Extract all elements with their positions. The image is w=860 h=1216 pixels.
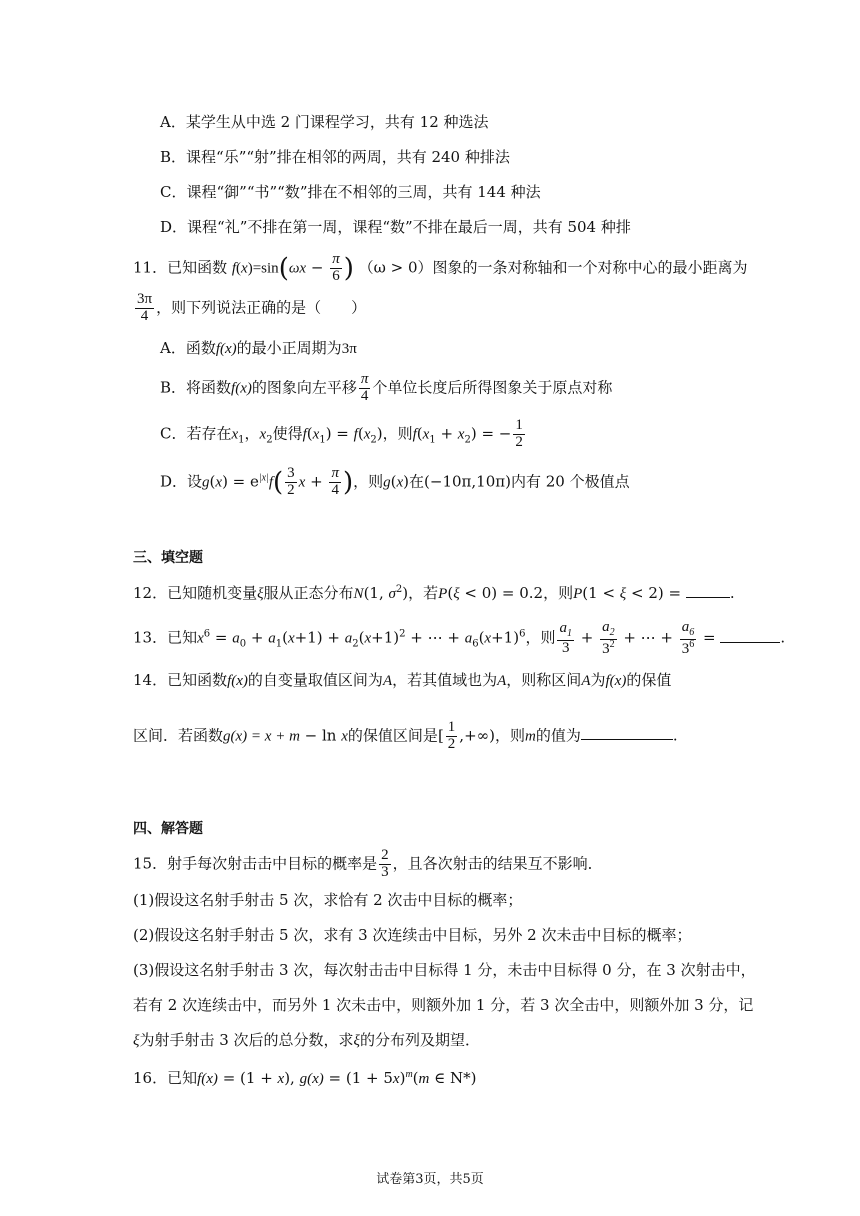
q14-line2: 区间．若函数g(x) = x + m − ln x的保值区间是[ $\frac{1}{2}$ ,+∞)，则m的值为 . — [133, 719, 678, 752]
q15-part3-line2: 若有 2 次连续击中，而另外 1 次未击中，则额外加 1 分，若 3 次全击中，则额外加 3 分，记 — [133, 996, 754, 1014]
q11-function: f — [231, 260, 237, 277]
q12: 12．已知随机变量ξ服从正态分布N(1, $\sigma^2$)，若P(ξ < 0) = 0.2，则P(1 < ξ < 2) = . — [133, 584, 735, 602]
q10-option-b: B．课程“乐”“射”排在相邻的两周，共有 240 种排法 — [160, 148, 510, 166]
q14-line1-e: 为 — [590, 671, 606, 689]
q12-then: ，则 — [543, 584, 574, 602]
q11-option-a-value: 3π — [341, 341, 357, 357]
q11-option-b-label: B．将函数 — [160, 378, 232, 397]
q11-stem-tail: 图象的一条对称轴和一个对称中心的最小距离为 — [432, 258, 748, 277]
q11-option-a-tail: 的最小正周期为 — [236, 339, 342, 357]
q15-part3-c: 为射手射击 3 次后的总分数，求 — [139, 1031, 354, 1049]
q16: 16．已知f(x) = (1 + x), $g(x) = (1 + 5x)^m(m$ ∈ N*) — [133, 1069, 477, 1087]
q11-option-b-mid: 的图象向左平移 — [251, 378, 357, 397]
q13-then: ，则 — [525, 628, 556, 647]
q14-line2-d: 的值为 — [535, 726, 581, 745]
q11-option-a: A．函数f(x)的最小正周期为3π — [160, 339, 357, 357]
q11-distance-fraction: $\frac{3\pi}{4}$ — [137, 291, 153, 324]
q11-stem-line2 — [133, 292, 366, 325]
q15-part3-line1: (3)假设这名射手射击 3 次，每次射击击中目标得 1 分，未击中目标得 0 分，在 3 次射击中， — [133, 961, 756, 979]
q13: 13．已知$x^6 = a_0 + a_1(x+1) + a_2(x+1)^2$ + ⋯ + $a_6(x+1)^6$，则 $\frac{a_1}{3}$ + $\frac{a_2}{3^2}$ + ⋯ + $\frac{a_6}{3^6}$ = . — [133, 619, 786, 657]
q12-mid: 服从正态分布 — [263, 584, 354, 602]
q14-line1: 14．已知函数f(x)的自变量取值区间为A，若其值域也为A，则称区间A为f(x)的保值 — [133, 671, 672, 689]
q14-line2-c: ，则 — [494, 726, 525, 745]
q14-line1-b: 的自变量取值区间为 — [247, 671, 383, 689]
q11-option-c-label: C．若存在 — [160, 424, 232, 443]
q15-part2: (2)假设这名射手射击 5 次，求有 3 次连续击中目标，另外 2 次未击中目标的概率； — [133, 926, 692, 944]
q10-option-c: C．课程“御”“书”“数”排在不相邻的三周，共有 144 种法 — [160, 183, 541, 201]
q11-option-d-label: D．设 — [160, 472, 203, 491]
q11-option-d: D．设$g(x) = e^{|x|}f$( $\frac{3}{2}$ x + $\frac{\pi}{4}$ )，则g(x)在(−10π,10π)内有 20 个极值点 — [160, 465, 630, 498]
q11-condition: （ω > 0） — [358, 258, 433, 277]
q15-intro: 15．射手每次射击击中目标的概率是 $\frac{2}{3}$ ，且各次射击的结果互不影响． — [133, 847, 603, 880]
q12-answer-blank[interactable] — [686, 583, 730, 598]
q11-stem: 11．已知函数 f(x)=sin(ωx − $\frac{\pi}{6}$ ) （ω > 0）图象的一条对称轴和一个对称中心的最小距离为 — [133, 251, 748, 284]
q15-part1: (1)假设这名射手射击 5 次，求恰有 2 次击中目标的概率； — [133, 891, 523, 909]
q15-intro-b: ，且各次射击的结果互不影响． — [392, 854, 603, 873]
section-solve-title: 四、解答题 — [133, 821, 203, 837]
q14-answer-blank[interactable] — [581, 725, 673, 740]
q16-label: 16．已知 — [133, 1069, 198, 1087]
q12-if: ，若 — [408, 584, 439, 602]
q14-line2-b: 的保值区间是 — [347, 726, 438, 745]
q11-option-a-label: A．函数 — [160, 339, 216, 357]
q11-option-c-mid: 使得 — [272, 424, 303, 443]
q14-line1-c: ，若其值域也为 — [392, 671, 498, 689]
q15-intro-a: 15．射手每次射击击中目标的概率是 — [133, 854, 378, 873]
q14-line2-a: 区间．若函数 — [133, 726, 224, 745]
q11-option-d-tail: 内有 20 个极值点 — [510, 472, 630, 491]
q13-label: 13．已知 — [133, 628, 198, 647]
q13-answer-blank[interactable] — [720, 628, 780, 643]
q14-line1-a: 14．已知函数 — [133, 671, 228, 689]
q15-part3-d: 的分布列及期望． — [359, 1031, 480, 1049]
q11-option-d-mid: ，则 — [353, 472, 384, 491]
q10-option-a: A．某学生从中选 2 门课程学习，共有 12 种选法 — [160, 113, 489, 131]
q14-line1-f: 的保值 — [626, 671, 672, 689]
q10-option-d: D．课程“礼”不排在第一周，课程“数”不排在最后一周，共有 504 种排 — [160, 218, 631, 236]
q11-option-b-tail: 个单位长度后所得图象关于原点对称 — [372, 378, 613, 397]
q15-part3-line3: ξ为射手射击 3 次后的总分数，求ξ的分布列及期望． — [133, 1031, 480, 1049]
section-fill-in-title: 三、填空题 — [133, 550, 203, 566]
q11-stem-line2-tail: ，则下列说法正确的是（ ） — [156, 298, 367, 317]
q11-option-b: B．将函数f(x)的图象向左平移 $\frac{\pi}{4}$ 个单位长度后所得图象关于原点对称 — [160, 371, 613, 404]
q11-number: 11．已知函数 — [133, 258, 228, 277]
q12-label: 12．已知随机变量 — [133, 584, 258, 602]
q14-line1-d: ，则称区间 — [506, 671, 582, 689]
q11-option-c: C．若存在$x_1$，$x_2$使得$f(x_1) = f(x_2)$，则$f(x_1 + x_2)$ = − $\frac{1}{2}$ — [160, 417, 523, 450]
page-footer: 试卷第3页，共5页 — [376, 1172, 484, 1187]
q11-option-c-then: ，则 — [382, 424, 413, 443]
